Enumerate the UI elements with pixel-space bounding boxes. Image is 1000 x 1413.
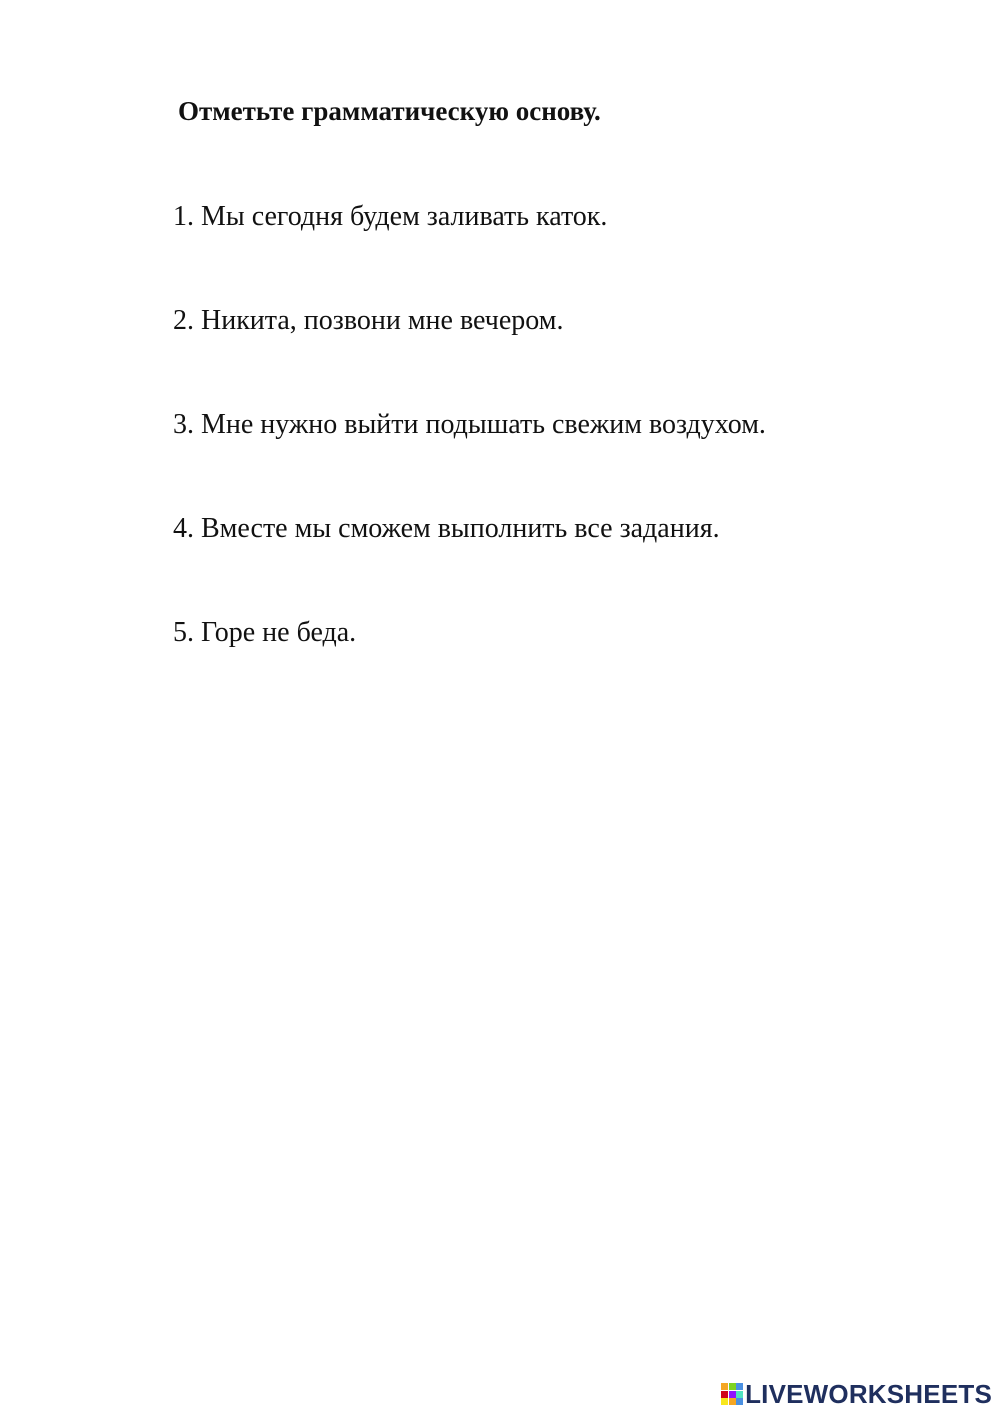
- sentence-list: [173, 200, 766, 720]
- liveworksheets-logo: [721, 1379, 992, 1409]
- worksheet-title: Отметьте грамматическую основу.: [178, 96, 601, 126]
- sentence-item-3[interactable]: 3. Мне нужно выйти подышать свежим воздухом.: [173, 409, 766, 440]
- sentence-item-5[interactable]: 5. Горе не беда.: [173, 617, 357, 648]
- sentence-item-1[interactable]: 1. Мы сегодня будем заливать каток.: [173, 201, 608, 232]
- liveworksheets-logo-icon: [721, 1383, 743, 1405]
- sentence-item-2[interactable]: 2. Никита, позвони мне вечером.: [173, 305, 564, 336]
- liveworksheets-logo-text: LIVEWORKSHEETS: [745, 1378, 992, 1409]
- sentence-item-4[interactable]: 4. Вместе мы сможем выполнить все задания.: [173, 513, 720, 544]
